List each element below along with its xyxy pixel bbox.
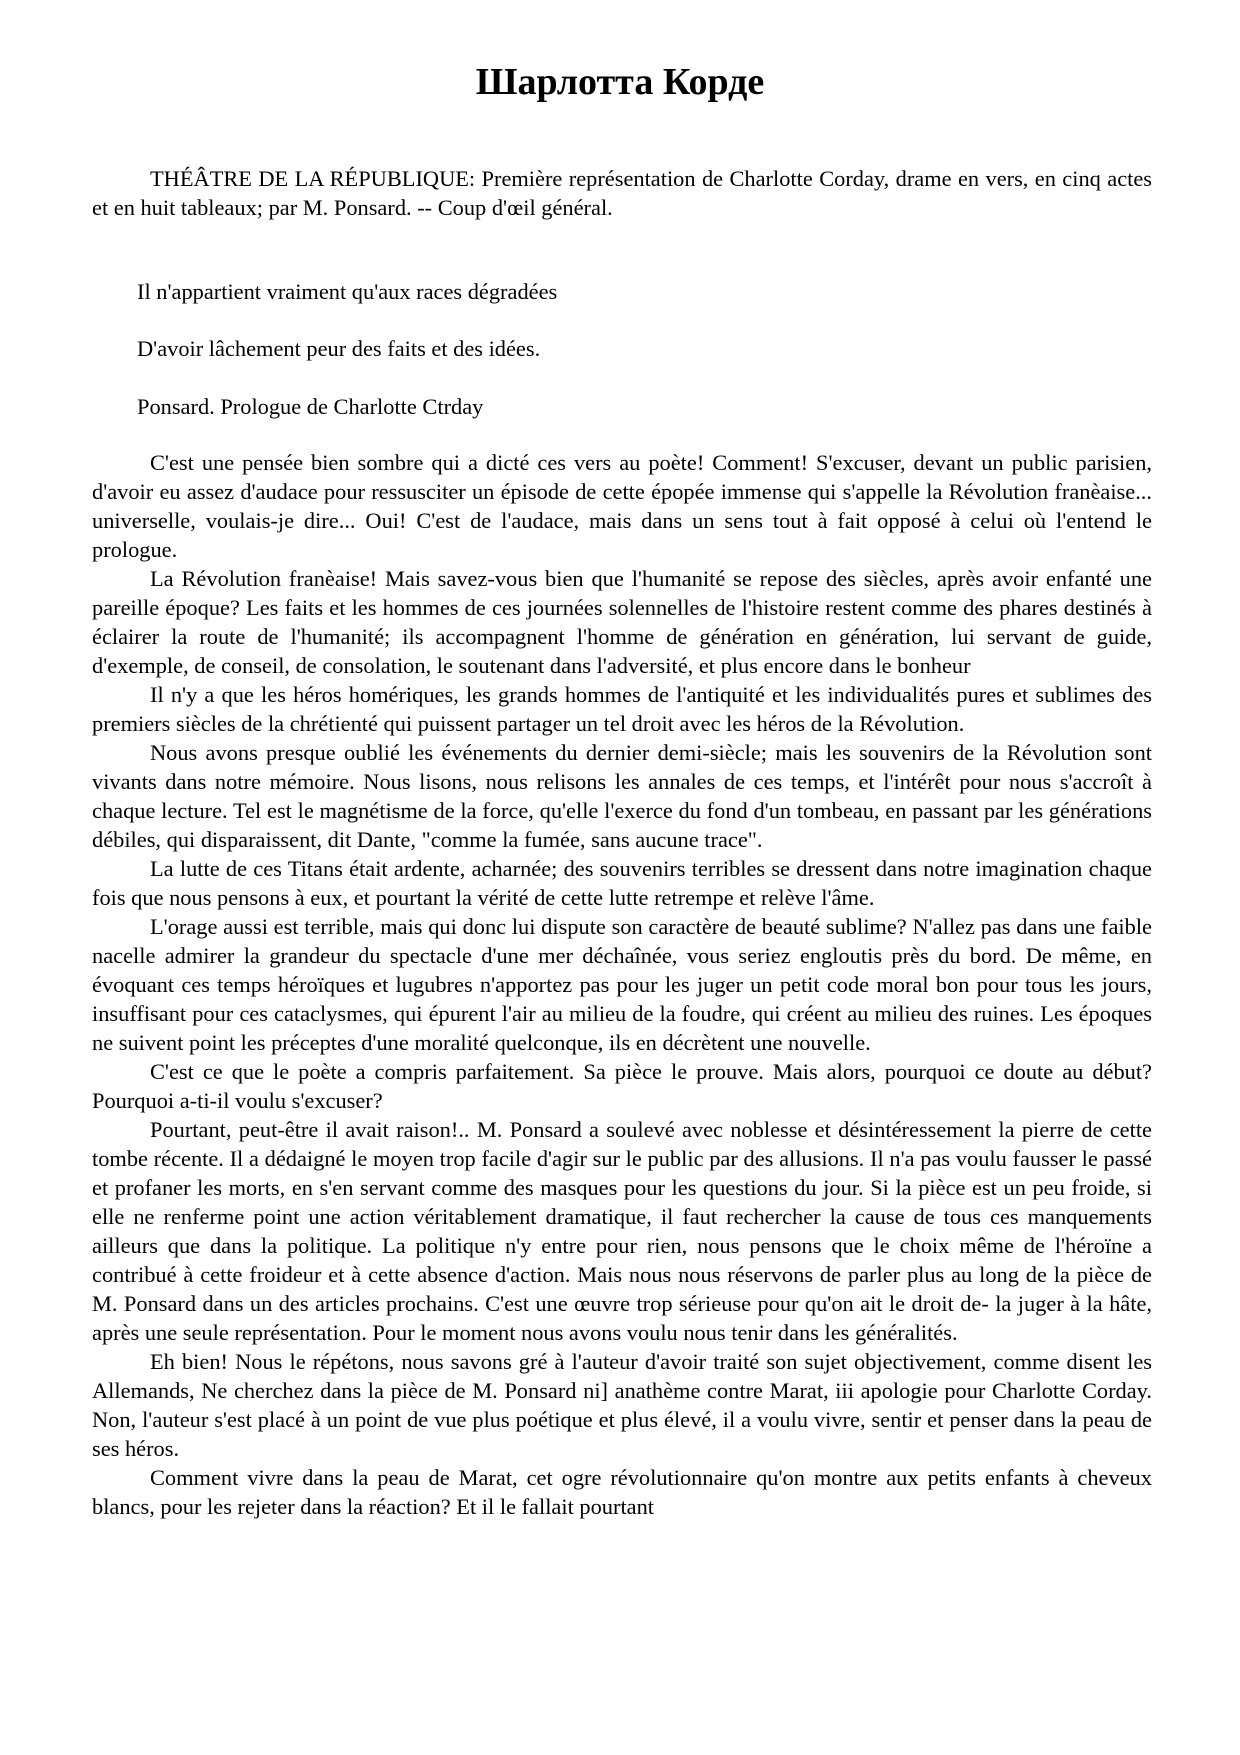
paragraph: La Révolution franèaise! Mais savez-vous bien que l'humanité se repose des siècles, après avoir enfanté une pareille époque? Les faits et les hommes de ces journées solennelles de l'histoire restent comme des phares destinés à éclairer la route de l'humanité; ils accompagnent l'homme de génération en génération, lui servant de guide, d'exemple, de conseil, de consolation, le soutenant dans l'adversité, et plus encore dans le bonheur <box>92 566 1152 678</box>
subtitle-text: THÉÂTRE DE LA RÉPUBLIQUE: Première représentation de Charlotte Corday, drame en vers, en cinq actes et en huit tableaux; par M. Ponsard. -- Coup d'œil général. <box>92 166 1152 220</box>
epigraph-line-1: Il n'appartient vraiment qu'aux races dégradées <box>137 279 558 304</box>
paragraph: L'orage aussi est terrible, mais qui donc lui dispute son caractère de beauté sublime? N'allez pas dans une faible nacelle admirer la grandeur du spectacle d'une mer déchaînée, vous seriez engloutis près du bord. De même, en évoquant ces temps héroïques et lugubres n'apportez pas pour les juger un petit code moral bon pour tous les jours, insuffisant pour ces cataclysmes, qui épurent l'air au milieu de la foudre, qui créent au milieu des ruines. Les époques ne suivent point les préceptes d'une moralité quelconque, ils en décrètent une nouvelle. <box>92 914 1152 1055</box>
paragraph: La lutte de ces Titans était ardente, acharnée; des souvenirs terribles se dressent dans notre imagination chaque fois que nous pensons à eux, et pourtant la vérité de cette lutte retrempe et relève l'âme. <box>92 856 1152 910</box>
paragraph: Nous avons presque oublié les événements du dernier demi-siècle; mais les souvenirs de la Révolution sont vivants dans notre mémoire. Nous lisons, nous relisons les annales de ces temps, et l'intérêt pour nous s'accroît à chaque lecture. Tel est le magnétisme de la force, qu'elle l'exerce du fond d'un tombeau, en passant par les générations débiles, qui disparaissent, dit Dante, "comme la fumée, sans aucune trace". <box>92 740 1152 852</box>
epigraph-attribution: Ponsard. Prologue de Charlotte Ctrday <box>137 394 484 419</box>
article-body <box>92 448 1152 1521</box>
paragraph: C'est une pensée bien sombre qui a dicté ces vers au poète! Comment! S'excuser, devant un public parisien, d'avoir eu assez d'audace pour ressusciter un épisode de cette épopée immense qui s'appelle la Révolution franèaise... universelle, voulais-je dire... Oui! C'est de l'audace, mais dans un sens tout à fait opposé à celui où l'entend le prologue. <box>92 450 1152 562</box>
document-subtitle <box>92 164 1152 222</box>
paragraph: Il n'y a que les héros homériques, les grands hommes de l'antiquité et les individualités pures et sublimes des premiers siècles de la chrétienté qui puissent partager un tel droit avec les héros de la Révolution. <box>92 682 1152 736</box>
paragraph: Comment vivre dans la peau de Marat, cet ogre révolutionnaire qu'on montre aux petits enfants à cheveux blancs, pour les rejeter dans la réaction? Et il le fallait pourtant <box>92 1465 1152 1519</box>
paragraph: Eh bien! Nous le répétons, nous savons gré à l'auteur d'avoir traité son sujet objectivement, comme disent les Allemands, Ne cherchez dans la pièce de M. Ponsard ni] anathème contre Marat, iii apologie pour Charlotte Corday. Non, l'auteur s'est placé à un point de vue plus poétique et plus élevé, il a voulu vivre, sentir et penser dans la peau de ses héros. <box>92 1349 1152 1461</box>
document-title: Шарлотта Корде <box>475 61 765 103</box>
paragraph: Pourtant, peut-être il avait raison!.. M. Ponsard a soulevé avec noblesse et désintéressement la pierre de cette tombe récente. Il a dédaigné le moyen trop facile d'agir sur le public par des allusions. Il n'a pas voulu fausser le passé et profaner les morts, en s'en servant comme des masques pour les questions du jour. Si la pièce est un peu froide, si elle ne renferme point une action véritablement dramatique, il faut rechercher la cause de tous ces manquements ailleurs que dans la politique. La politique n'y entre pour rien, nous pensons que le choix même de l'héroïne a contribué à cette froideur et à cette absence d'action. Mais nous nous réservons de parler plus au long de la pièce de M. Ponsard dans un des articles prochains. C'est une œuvre trop sérieuse pour qu'on ait le droit de- la juger à la hâte, après une seule représentation. Pour le moment nous avons voulu nous tenir dans les généralités. <box>92 1117 1152 1345</box>
epigraph-line-2: D'avoir lâchement peur des faits et des idées. <box>137 336 541 361</box>
paragraph: C'est ce que le poète a compris parfaitement. Sa pièce le prouve. Mais alors, pourquoi ce doute au début? Pourquoi a-ti-il voulu s'excuser? <box>92 1059 1152 1113</box>
